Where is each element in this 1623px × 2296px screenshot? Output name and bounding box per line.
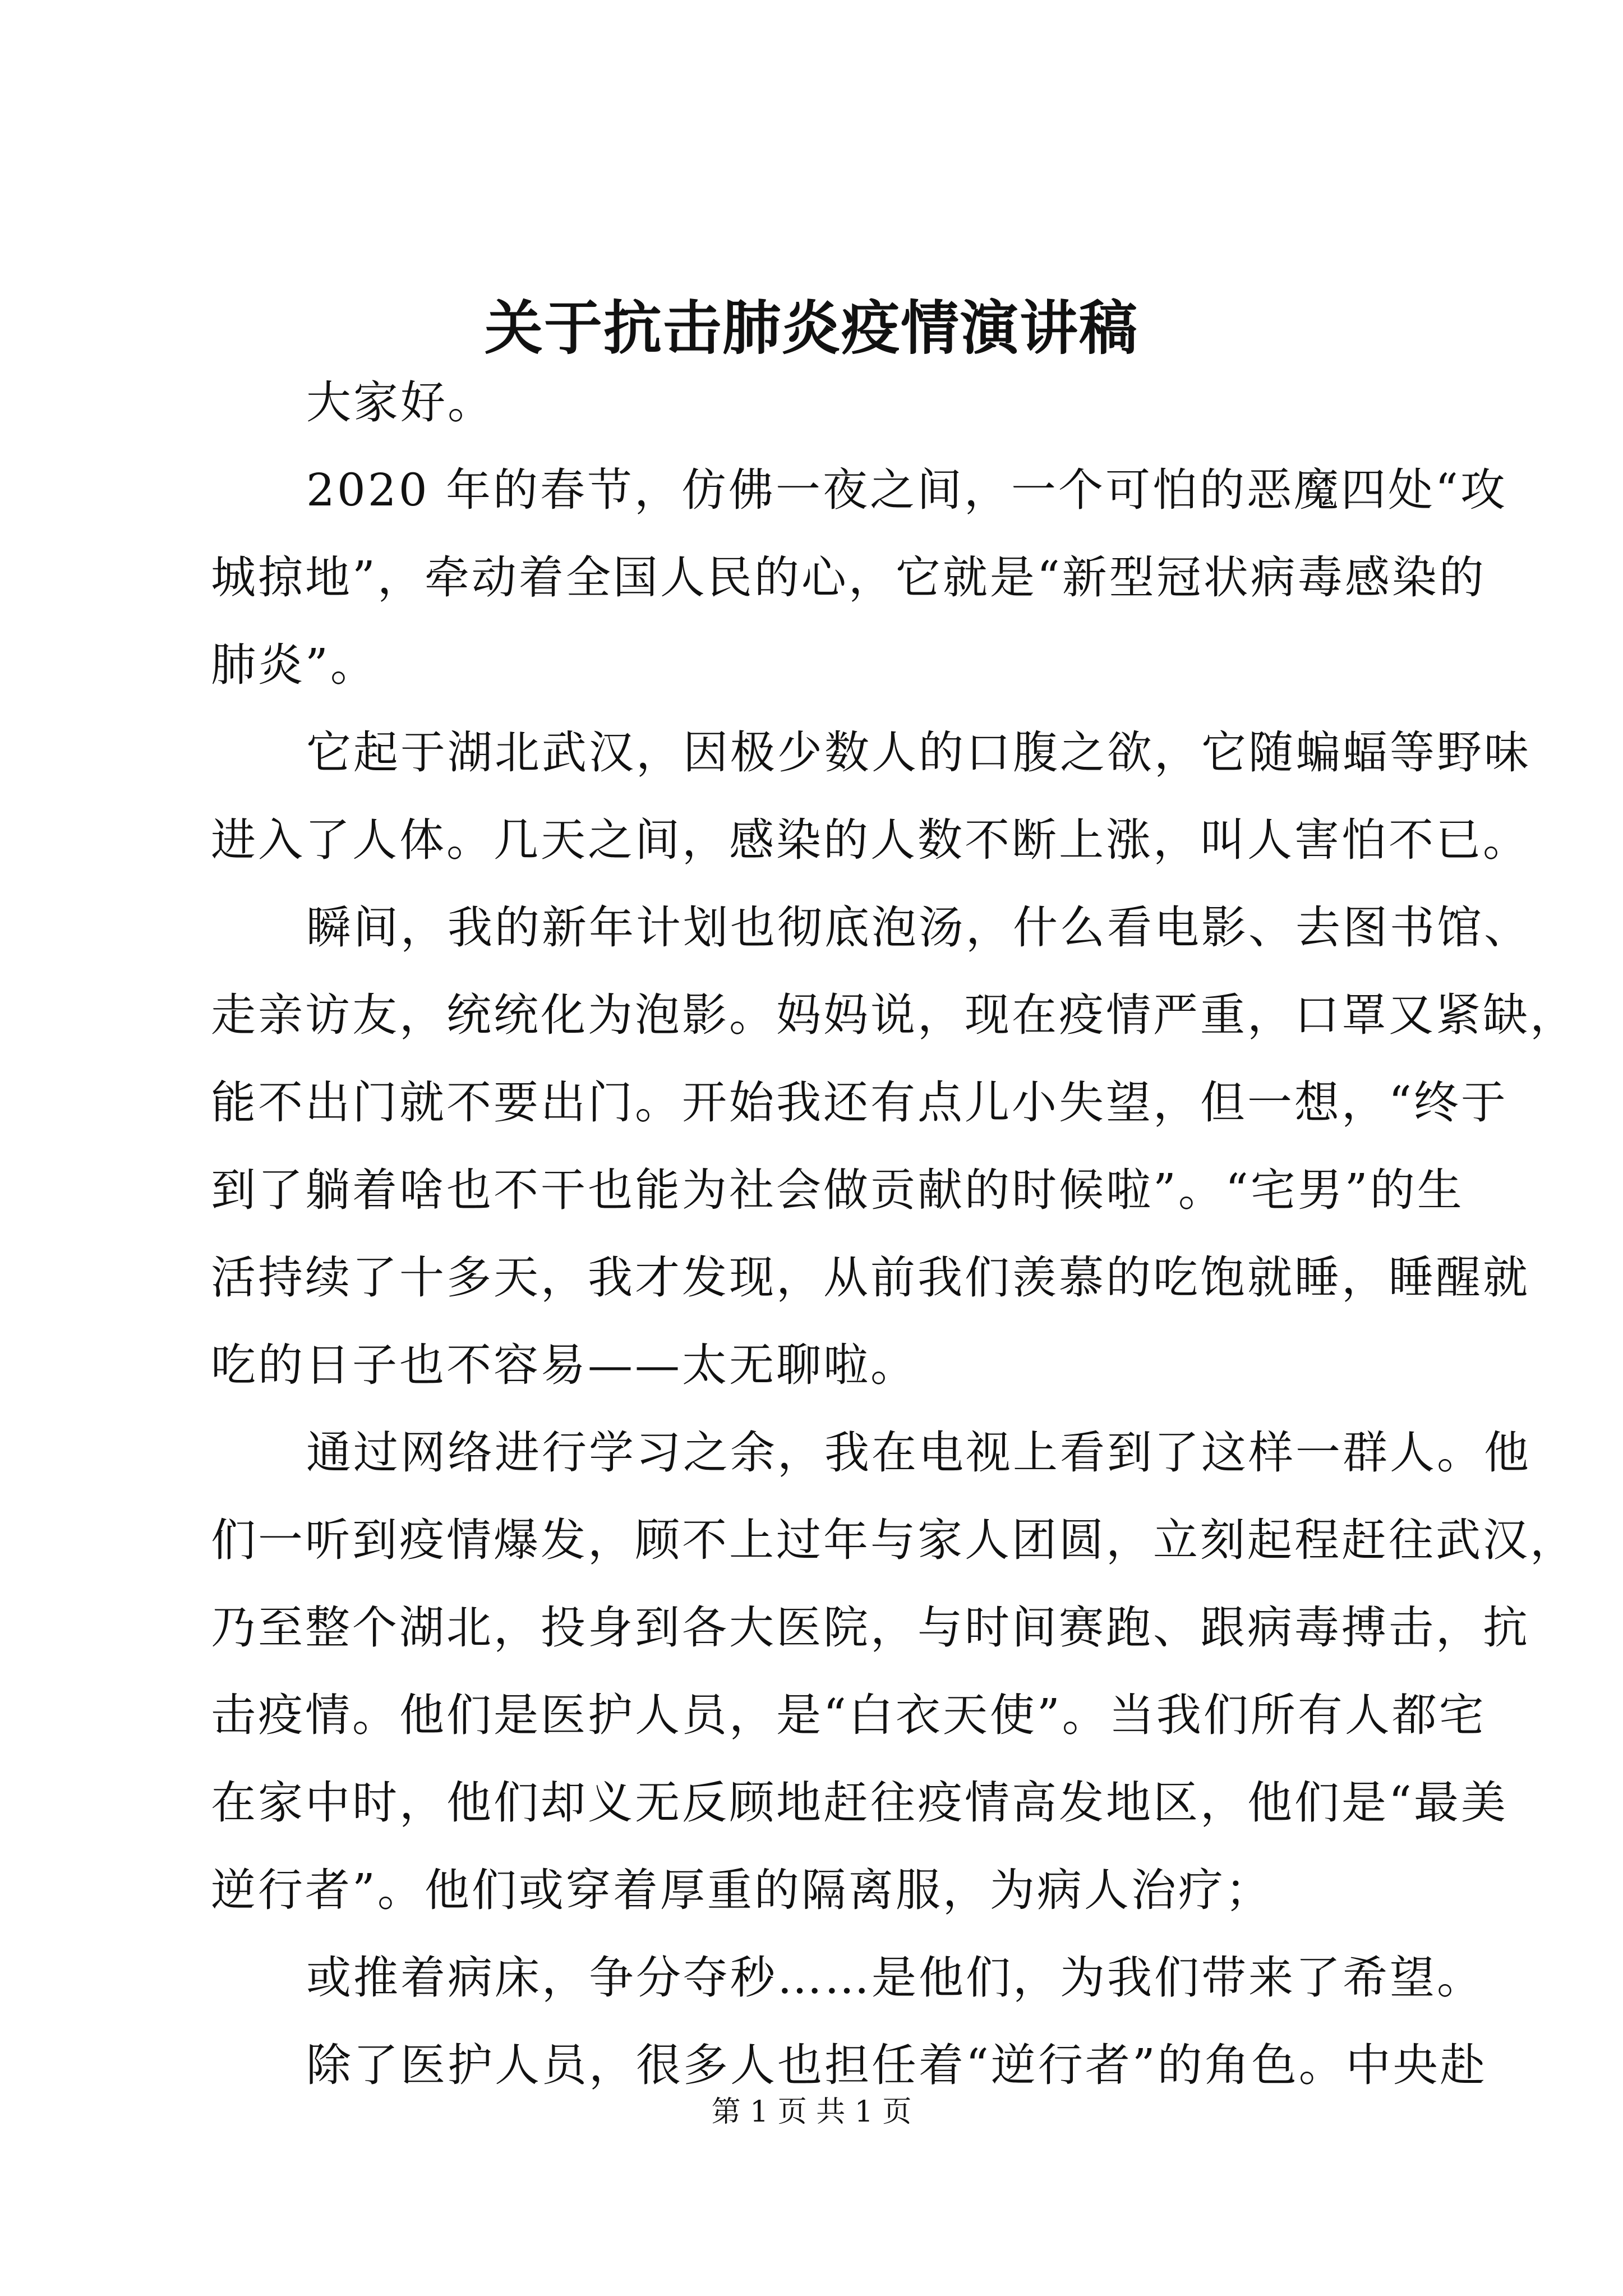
text-line: 活持续了十多天，我才发现，从前我们羡慕的吃饱就睡，睡醒就 bbox=[211, 1251, 1530, 1304]
text-line: 通过网络进行学习之余，我在电视上看到了这样一群人。他 bbox=[306, 1427, 1531, 1479]
text-line: 乃至整个湖北，投身到各大医院，与时间赛跑、跟病毒搏击，抗 bbox=[211, 1602, 1530, 1654]
text-line: 们一听到疫情爆发，顾不上过年与家人团圆，立刻起程赶往武汉， bbox=[211, 1514, 1577, 1566]
document-body bbox=[211, 359, 1577, 2109]
text-line: 它起于湖北武汉，因极少数人的口腹之欲，它随蝙蝠等野味 bbox=[306, 726, 1531, 779]
text-line: 能不出门就不要出门。开始我还有点儿小失望，但一想，“终于 bbox=[211, 1076, 1508, 1129]
text-line: 大家好。 bbox=[306, 376, 495, 429]
text-line: 走亲访友，统统化为泡影。妈妈说，现在疫情严重，口罩又紧缺， bbox=[211, 989, 1577, 1041]
text-line: 吃的日子也不容易——太无聊啦。 bbox=[211, 1339, 917, 1391]
page-footer: 第 1 页 共 1 页 bbox=[711, 2095, 912, 2129]
text-line: 击疫情。他们是医护人员，是“白衣天使”。当我们所有人都宅 bbox=[211, 1689, 1486, 1741]
text-line: 进入了人体。几天之间，感染的人数不断上涨，叫人害怕不已。 bbox=[211, 814, 1530, 866]
text-line: 2020 年的春节，仿佛一夜之间，一个可怕的恶魔四处“攻 bbox=[306, 464, 1507, 516]
text-line: 瞬间，我的新年计划也彻底泡汤，什么看电影、去图书馆、 bbox=[306, 901, 1531, 954]
text-line: 城掠地”，牵动着全国人民的心，它就是“新型冠状病毒感染的 bbox=[211, 551, 1486, 604]
text-line: 在家中时，他们却义无反顾地赶往疫情高发地区，他们是“最美 bbox=[211, 1777, 1508, 1829]
document-title: 关于抗击肺炎疫情演讲稿 bbox=[484, 293, 1138, 362]
text-line: 到了躺着啥也不干也能为社会做贡献的时候啦”。“宅男”的生 bbox=[211, 1164, 1464, 1216]
text-line: 除了医护人员，很多人也担任着“逆行者”的角色。中央赴 bbox=[306, 2039, 1487, 2091]
text-line: 肺炎”。 bbox=[211, 639, 377, 691]
text-line: 逆行者”。他们或穿着厚重的隔离服，为病人治疗； bbox=[211, 1864, 1272, 1916]
text-line: 或推着病床，争分夺秒……是他们，为我们带来了希望。 bbox=[306, 1952, 1484, 2004]
